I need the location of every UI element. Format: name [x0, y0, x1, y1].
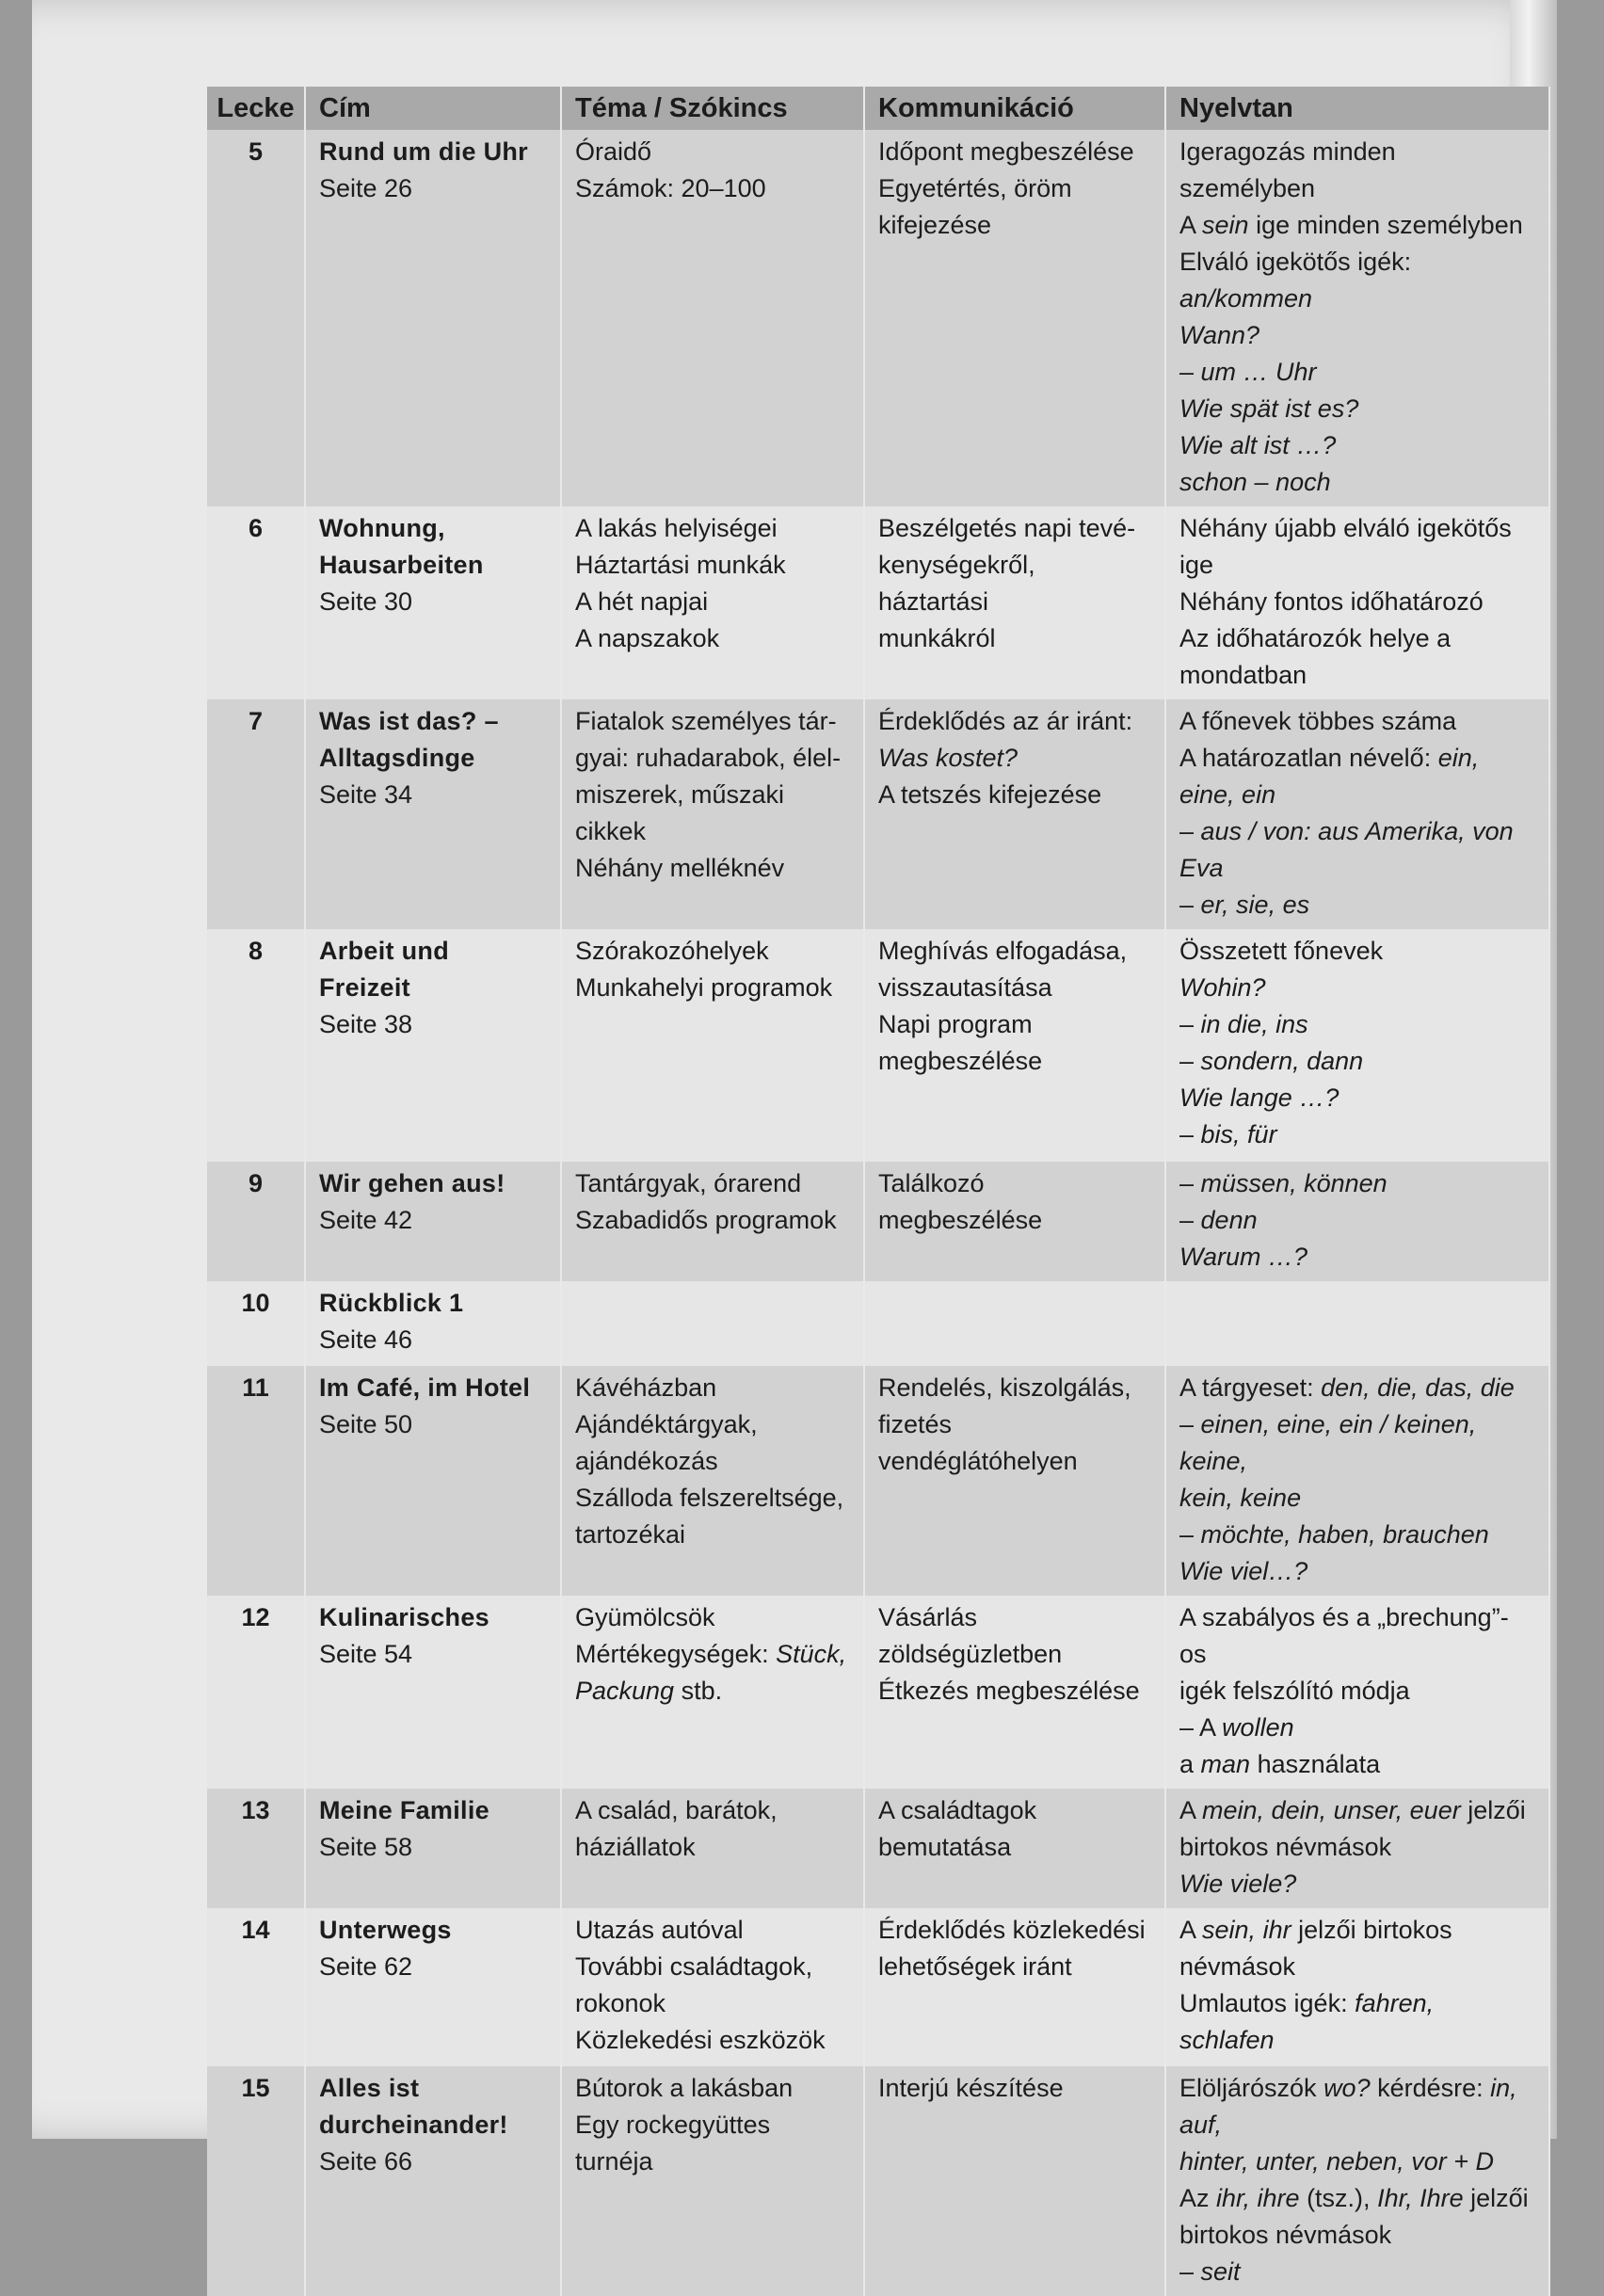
tema-line: háziállatok	[575, 1833, 696, 1861]
lesson-number: 13	[207, 1789, 305, 1908]
tema-cell	[561, 699, 864, 929]
lesson-page: Seite 58	[319, 1833, 413, 1861]
nyelvtan-line: Wie alt ist …?	[1179, 431, 1337, 459]
nyelvtan-line: Elváló igekötős igék:	[1179, 248, 1412, 276]
lesson-title-cell	[305, 1366, 561, 1596]
nyelvtan-line: A szabályos és a „brechung”-os	[1179, 1603, 1509, 1668]
header-cim: Cím	[305, 87, 561, 130]
nyelvtan-cell	[1165, 1366, 1549, 1596]
tema-line: Szálloda felszereltsége,	[575, 1484, 844, 1512]
tema-line: Munkahelyi programok	[575, 973, 833, 1002]
lesson-title: Rückblick 1	[319, 1289, 464, 1317]
lesson-number: 11	[207, 1366, 305, 1596]
kommunikacio-line: fizetés vendéglátóhelyen	[878, 1410, 1078, 1475]
nyelvtan-line: Néhány fontos időhatározó	[1179, 587, 1484, 616]
nyelvtan-line: Wie spät ist es?	[1179, 394, 1359, 423]
tema-line: Háztartási munkák	[575, 551, 786, 579]
tema-line: Néhány melléknév	[575, 854, 785, 882]
header-row	[207, 87, 1549, 130]
lesson-page: Seite 62	[319, 1952, 413, 1981]
tema-cell	[561, 1596, 864, 1789]
lesson-title-cell	[305, 130, 561, 506]
contents-table	[207, 87, 1550, 2296]
kommunikacio-line: Beszélgetés napi tevé-	[878, 514, 1136, 542]
nyelvtan-line: A sein, ihr jelzői birtokos	[1179, 1916, 1452, 1944]
kommunikacio-cell	[864, 506, 1165, 699]
lesson-page: Seite 46	[319, 1325, 413, 1354]
lesson-page: Seite 38	[319, 1010, 413, 1038]
tema-cell	[561, 1789, 864, 1908]
tema-line: Számok: 20–100	[575, 174, 766, 202]
nyelvtan-line: igék felszólító módja	[1179, 1677, 1410, 1705]
tema-cell	[561, 1281, 864, 1366]
lesson-title: Wohnung,	[319, 514, 445, 542]
kommunikacio-line: Étkezés megbeszélése	[878, 1677, 1140, 1705]
lesson-page: Seite 34	[319, 780, 413, 809]
tema-line: Egy rockegyüttes turnéja	[575, 2111, 771, 2176]
lesson-title: Rund um die Uhr	[319, 137, 528, 166]
lesson-title-cell	[305, 2066, 561, 2296]
lesson-number: 8	[207, 929, 305, 1162]
kommunikacio-cell	[864, 1789, 1165, 1908]
nyelvtan-line: Umlautos igék: fahren, schlafen	[1179, 1989, 1435, 2054]
kommunikacio-line: Was kostet?	[878, 744, 1019, 772]
kommunikacio-line: Meghívás elfogadása,	[878, 937, 1128, 965]
kommunikacio-cell	[864, 1366, 1165, 1596]
lesson-title: Was ist das? –	[319, 707, 499, 735]
nyelvtan-cell	[1165, 1281, 1549, 1366]
tema-line: Utazás autóval	[575, 1916, 744, 1944]
tema-cell	[561, 1366, 864, 1596]
kommunikacio-cell	[864, 1596, 1165, 1789]
tema-cell	[561, 506, 864, 699]
lesson-number: 6	[207, 506, 305, 699]
lesson-page: Seite 66	[319, 2147, 413, 2176]
table-row	[207, 1596, 1549, 1789]
kommunikacio-line: Érdeklődés az ár iránt:	[878, 707, 1133, 735]
nyelvtan-line: – seit	[1179, 2257, 1241, 2286]
nyelvtan-line: – A wollen	[1179, 1713, 1294, 1742]
kommunikacio-line: Időpont megbeszélése	[878, 137, 1134, 166]
kommunikacio-line: Interjú készítése	[878, 2074, 1064, 2102]
tema-line: Gyümölcsök	[575, 1603, 715, 1631]
nyelvtan-cell	[1165, 929, 1549, 1162]
nyelvtan-line: A határozatlan névelő: ein, eine, ein	[1179, 744, 1480, 809]
nyelvtan-line: Wann?	[1179, 321, 1260, 349]
nyelvtan-cell	[1165, 699, 1549, 929]
lesson-number: 10	[207, 1281, 305, 1366]
kommunikacio-cell	[864, 130, 1165, 506]
tema-line: Ajándéktárgyak,	[575, 1410, 758, 1438]
nyelvtan-line: Az ihr, ihre (tsz.), Ihr, Ihre jelzői	[1179, 2184, 1529, 2212]
nyelvtan-line: Warum …?	[1179, 1243, 1308, 1271]
kommunikacio-line: visszautasítása	[878, 973, 1052, 1002]
nyelvtan-line: Elöljárószók wo? kérdésre: in, auf,	[1179, 2074, 1517, 2139]
tema-line: rokonok	[575, 1989, 666, 2017]
tema-line: Packung stb.	[575, 1677, 723, 1705]
lesson-title: Alles ist	[319, 2074, 420, 2102]
lesson-title: Wir gehen aus!	[319, 1169, 505, 1197]
nyelvtan-line: – möchte, haben, brauchen	[1179, 1520, 1489, 1549]
header-kommunikacio: Kommunikáció	[864, 87, 1165, 130]
nyelvtan-line: kein, keine	[1179, 1484, 1302, 1512]
tema-line: A napszakok	[575, 624, 720, 652]
table-row	[207, 1908, 1549, 2066]
lesson-title-cell	[305, 1789, 561, 1908]
kommunikacio-line: Rendelés, kiszolgálás,	[878, 1373, 1131, 1402]
nyelvtan-line: – in die, ins	[1179, 1010, 1308, 1038]
tema-cell	[561, 130, 864, 506]
nyelvtan-cell	[1165, 1162, 1549, 1281]
nyelvtan-line: – aus / von: aus Amerika, von Eva	[1179, 817, 1514, 882]
nyelvtan-cell	[1165, 2066, 1549, 2296]
table-row	[207, 699, 1549, 929]
table-body	[207, 130, 1549, 2296]
nyelvtan-line: – sondern, dann	[1179, 1047, 1364, 1075]
nyelvtan-line: a man használata	[1179, 1750, 1381, 1778]
tema-line: Tantárgyak, órarend	[575, 1169, 802, 1197]
tema-cell	[561, 1162, 864, 1281]
lesson-number: 15	[207, 2066, 305, 2296]
tema-line: A lakás helyiségei	[575, 514, 778, 542]
lesson-number: 14	[207, 1908, 305, 2066]
nyelvtan-line: Wie lange …?	[1179, 1084, 1339, 1112]
nyelvtan-line: Igeragozás minden személyben	[1179, 137, 1396, 202]
table-row	[207, 2066, 1549, 2296]
nyelvtan-line: birtokos névmások	[1179, 1833, 1392, 1861]
tema-line: ajándékozás	[575, 1447, 718, 1475]
lesson-number: 9	[207, 1162, 305, 1281]
kommunikacio-line: munkákról	[878, 624, 996, 652]
tema-line: Mértékegységek: Stück,	[575, 1640, 847, 1668]
tema-line: Bútorok a lakásban	[575, 2074, 794, 2102]
nyelvtan-line: – einen, eine, ein / keinen, keine,	[1179, 1410, 1477, 1475]
lesson-page: Seite 30	[319, 587, 413, 616]
lesson-page: Seite 26	[319, 174, 413, 202]
lesson-title: Alltagsdinge	[319, 744, 475, 772]
tema-line: tartozékai	[575, 1520, 686, 1549]
kommunikacio-line: Találkozó megbeszélése	[878, 1169, 1043, 1234]
kommunikacio-line: A tetszés kifejezése	[878, 780, 1102, 809]
lesson-title: Kulinarisches	[319, 1603, 489, 1631]
nyelvtan-line: – um … Uhr	[1179, 358, 1317, 386]
nyelvtan-line: birtokos névmások	[1179, 2221, 1392, 2249]
lesson-title-cell	[305, 1596, 561, 1789]
tema-line: A család, barátok,	[575, 1796, 778, 1824]
nyelvtan-line: A sein ige minden személyben	[1179, 211, 1523, 239]
nyelvtan-cell	[1165, 506, 1549, 699]
table-row	[207, 130, 1549, 506]
book-page	[32, 0, 1557, 2286]
lesson-title-cell	[305, 1162, 561, 1281]
tema-line: Közlekedési eszközök	[575, 2026, 826, 2054]
tema-line: További családtagok,	[575, 1952, 813, 1981]
tema-cell	[561, 929, 864, 1162]
tema-line: Fiatalok személyes tár-	[575, 707, 837, 735]
lesson-title: durcheinander!	[319, 2111, 508, 2139]
lesson-page: Seite 50	[319, 1410, 413, 1438]
nyelvtan-line: A tárgyeset: den, die, das, die	[1179, 1373, 1515, 1402]
lesson-title: Arbeit und Freizeit	[319, 937, 449, 1002]
table-row	[207, 1281, 1549, 1366]
header-nyelvtan: Nyelvtan	[1165, 87, 1549, 130]
nyelvtan-cell	[1165, 1908, 1549, 2066]
lesson-title: Hausarbeiten	[319, 551, 484, 579]
nyelvtan-line: an/kommen	[1179, 284, 1313, 313]
kommunikacio-line: A családtagok bemutatása	[878, 1796, 1037, 1861]
kommunikacio-line: Napi program	[878, 1010, 1033, 1038]
lesson-number: 5	[207, 130, 305, 506]
nyelvtan-cell	[1165, 130, 1549, 506]
nyelvtan-line: névmások	[1179, 1952, 1296, 1981]
kommunikacio-line: kenységekről, háztartási	[878, 551, 1035, 616]
nyelvtan-line: Az időhatározók helye a mondatban	[1179, 624, 1452, 689]
nyelvtan-line: – denn	[1179, 1206, 1258, 1234]
header-lecke: Lecke	[207, 87, 305, 130]
table-row	[207, 1162, 1549, 1281]
tema-line: Szórakozóhelyek	[575, 937, 769, 965]
tema-line: A hét napjai	[575, 587, 709, 616]
nyelvtan-line: – bis, für	[1179, 1120, 1277, 1148]
nyelvtan-line: Összetett főnevek	[1179, 937, 1384, 965]
table-row	[207, 1366, 1549, 1596]
kommunikacio-cell	[864, 699, 1165, 929]
kommunikacio-line: lehetőségek iránt	[878, 1952, 1072, 1981]
kommunikacio-line: megbeszélése	[878, 1047, 1043, 1075]
kommunikacio-line: Vásárlás zöldségüzletben	[878, 1603, 1063, 1668]
tema-cell	[561, 2066, 864, 2296]
lesson-title: Unterwegs	[319, 1916, 452, 1944]
lesson-title-cell	[305, 1281, 561, 1366]
nyelvtan-cell	[1165, 1789, 1549, 1908]
lesson-title-cell	[305, 1908, 561, 2066]
nyelvtan-cell	[1165, 1596, 1549, 1789]
lesson-title-cell	[305, 699, 561, 929]
nyelvtan-line: Wie viel…?	[1179, 1557, 1308, 1585]
lesson-page: Seite 54	[319, 1640, 413, 1668]
kommunikacio-line: Egyetértés, öröm	[878, 174, 1072, 202]
nyelvtan-line: hinter, unter, neben, vor + D	[1179, 2147, 1494, 2176]
lesson-number: 12	[207, 1596, 305, 1789]
tema-line: gyai: ruhadarabok, élel-	[575, 744, 842, 772]
nyelvtan-line: A mein, dein, unser, euer jelzői	[1179, 1796, 1526, 1824]
kommunikacio-line: kifejezése	[878, 211, 992, 239]
tema-line: Szabadidős programok	[575, 1206, 837, 1234]
kommunikacio-cell	[864, 2066, 1165, 2296]
lesson-number: 7	[207, 699, 305, 929]
table-row	[207, 506, 1549, 699]
table-row	[207, 1789, 1549, 1908]
header-tema: Téma / Szókincs	[561, 87, 864, 130]
kommunikacio-cell	[864, 929, 1165, 1162]
nyelvtan-line: Wohin?	[1179, 973, 1266, 1002]
tema-line: Kávéházban	[575, 1373, 717, 1402]
lesson-title: Im Café, im Hotel	[319, 1373, 531, 1402]
nyelvtan-line: Néhány újabb elváló igekötős ige	[1179, 514, 1512, 579]
kommunikacio-cell	[864, 1908, 1165, 2066]
lesson-title-cell	[305, 929, 561, 1162]
nyelvtan-line: Wie viele?	[1179, 1870, 1297, 1898]
nyelvtan-line: schon – noch	[1179, 468, 1331, 496]
lesson-title: Meine Familie	[319, 1796, 489, 1824]
nyelvtan-line: A főnevek többes száma	[1179, 707, 1457, 735]
tema-line: miszerek, műszaki cikkek	[575, 780, 785, 845]
kommunikacio-cell	[864, 1162, 1165, 1281]
nyelvtan-line: – müssen, können	[1179, 1169, 1387, 1197]
kommunikacio-line: Érdeklődés közlekedési	[878, 1916, 1146, 1944]
nyelvtan-line: – er, sie, es	[1179, 891, 1310, 919]
tema-line: Óraidő	[575, 137, 652, 166]
lesson-title-cell	[305, 506, 561, 699]
table-row	[207, 929, 1549, 1162]
lesson-page: Seite 42	[319, 1206, 413, 1234]
kommunikacio-cell	[864, 1281, 1165, 1366]
tema-cell	[561, 1908, 864, 2066]
